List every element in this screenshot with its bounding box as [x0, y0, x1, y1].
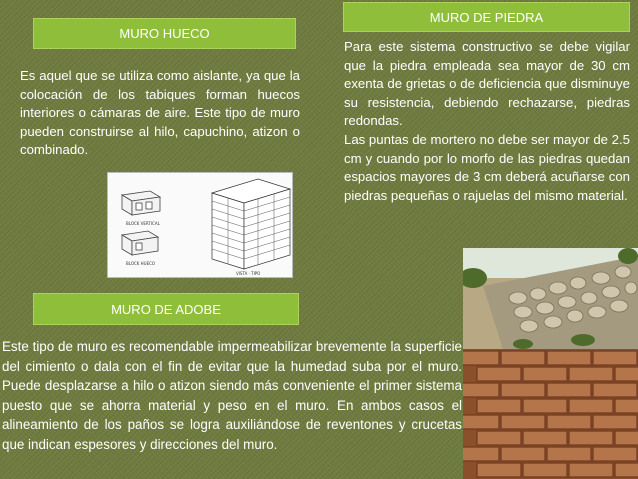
section-title-text: MURO DE ADOBE: [111, 301, 221, 317]
svg-text:VISTA · TIPO: VISTA · TIPO: [236, 271, 261, 276]
section-title-muro-hueco: [33, 18, 296, 49]
svg-text:BLOCK VERTICAL: BLOCK VERTICAL: [126, 221, 160, 226]
section-title-text: MURO DE PIEDRA: [429, 9, 544, 25]
muro-piedra-paragraph-2: Las puntas de mortero no debe ser mayor de 2.5 cm y cuando por lo morfo de las piedras quedan espacios mayores de 3 cm deberá acuñarse con piedras pequeñas o rajuelas del mismo material.: [344, 131, 630, 203]
stone-wall-photo: [463, 248, 638, 349]
section-title-text: MURO HUECO: [119, 26, 210, 41]
muro-piedra-paragraph-1: Para este sistema constructivo se debe vigilar que la piedra empleada sea mayor de 30 cm exenta de grietas o de deficiencia que disminuye su resistencia, debiendo rechazarse, piedras redondas.: [344, 39, 630, 129]
section-title-muro-de-adobe: [33, 293, 299, 325]
hollow-brick-illustration: [107, 172, 293, 278]
adobe-wall-photo: [463, 349, 638, 479]
section-title-muro-de-piedra: [343, 2, 630, 32]
svg-text:BLOCK HUECO: BLOCK HUECO: [126, 261, 156, 266]
muro-hueco-text: Es aquel que se utiliza como aislante, ya que la colocación de los tabiques forman huecos interiores o cámaras de aire. Este tipo de muro pueden construirse al hilo, capuchino, atizon o combinado.: [20, 68, 300, 158]
muro-hueco-description: [10, 55, 308, 172]
muro-de-piedra-description: [344, 38, 630, 265]
muro-de-adobe-description: [2, 337, 462, 479]
muro-adobe-text: Este tipo de muro es recomendable impermeabilizar brevemente la superficie del cimiento o dala con el fin de evitar que la humedad suba por el muro. Puede desplazarse a hilo o atizon siendo más conveniente el primer sistema puesto que se ahorra material y peso en el muro. En ambos casos el alineamiento de los paños se logra auxiliándose de reventones y crucetas que indican espesores y direcciones del muro.: [2, 339, 462, 452]
